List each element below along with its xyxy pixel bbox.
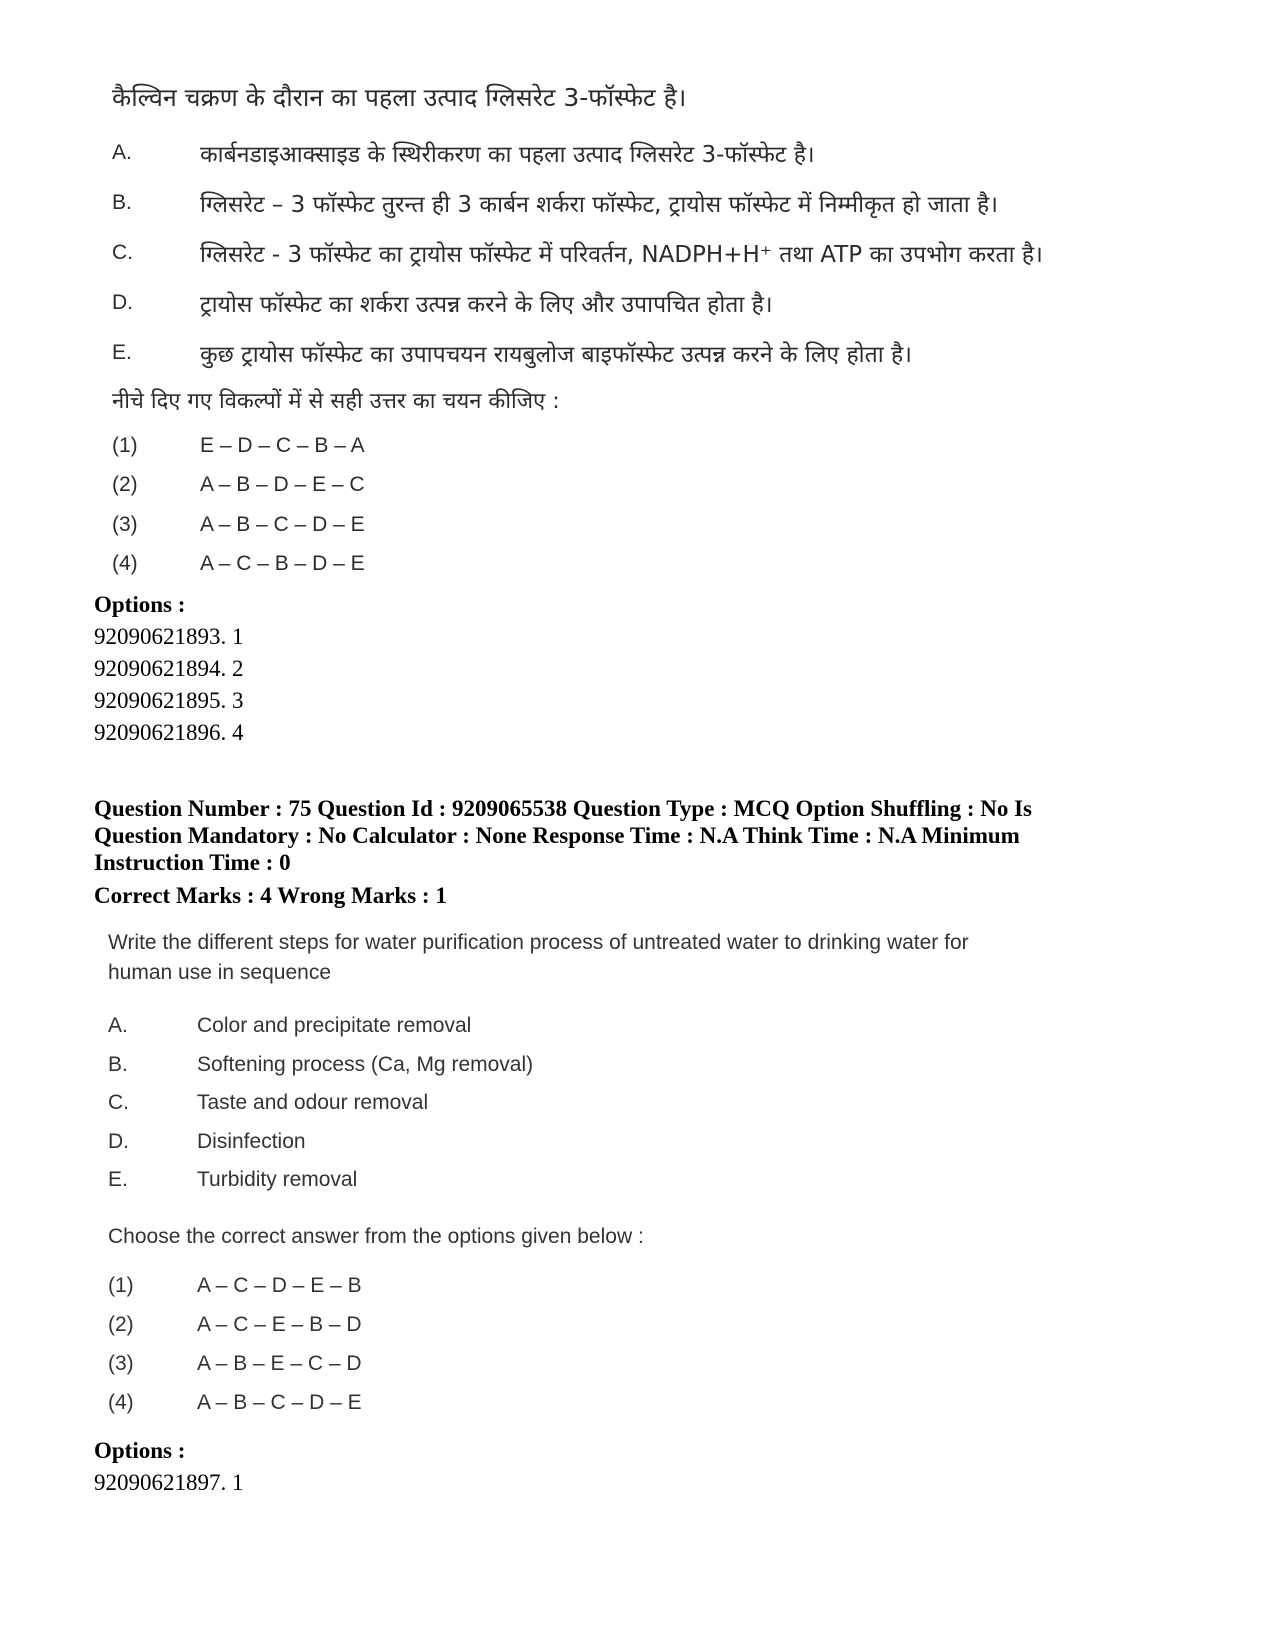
- question-text: [108, 928, 1068, 988]
- statement-text: Color and precipitate removal: [197, 1014, 472, 1038]
- option-item: 92090621896. 4: [94, 720, 244, 745]
- answer-choice-2: [108, 1306, 1068, 1345]
- answer-choice-number: (3): [112, 512, 138, 536]
- question-meta-line: Instruction Time : 0: [94, 850, 291, 875]
- statement-text: ट्रायोस फॉस्फेट का शर्करा उत्पन्न करने के लिए और उपापचित होता है।: [200, 292, 773, 318]
- option-item: 92090621895. 3: [94, 688, 244, 713]
- statement-label: D.: [108, 1129, 129, 1153]
- answer-choice-1: [112, 426, 1212, 466]
- option-item: 92090621894. 2: [94, 656, 244, 681]
- statement-label: E.: [108, 1168, 128, 1192]
- question-meta-line: Question Mandatory : No Calculator : None Response Time : N.A Think Time : N.A Minimum: [94, 823, 1020, 848]
- question-marks: Correct Marks : 4 Wrong Marks : 1: [94, 883, 447, 908]
- statement-text: ग्लिसरेट – 3 फॉस्फेट तुरन्त ही 3 कार्बन शर्करा फॉस्फेट, ट्रायोस फॉस्फेट में निम्मीकृत हो जाता है।: [200, 192, 998, 218]
- statement-text: Turbidity removal: [197, 1168, 358, 1192]
- prev-options-list: [94, 589, 994, 749]
- statement-a: [108, 1007, 1068, 1046]
- answer-choice-sequence: A – B – E – C – D: [197, 1352, 362, 1375]
- answer-choice-sequence: A – B – C – D – E: [200, 512, 365, 536]
- answer-choice-2: [112, 466, 1212, 506]
- options-heading: Options :: [94, 1438, 186, 1463]
- statement-text: ग्लिसरेट - 3 फॉस्फेट का ट्रायोस फॉस्फेट में परिवर्तन, NADPH+H⁺ तथा ATP का उपभोग करता है।: [200, 242, 1043, 268]
- answer-choice-4: [108, 1384, 1068, 1423]
- statement-label: A.: [108, 1014, 128, 1038]
- statement-b: [108, 1046, 1068, 1085]
- prev-question-intro: कैल्विन चक्रण के दौरान का पहला उत्पाद ग्लिसरेट 3-फॉस्फेट है।: [112, 83, 687, 112]
- answer-choice-number: (2): [112, 473, 138, 497]
- statement-text: कुछ ट्रायोस फॉस्फेट का उपापचयन रायबुलोज बाइफॉस्फेट उत्पन्न करने के लिए होता है।: [200, 342, 912, 368]
- answer-choice-sequence: A – C – D – E – B: [197, 1274, 362, 1297]
- statement-text: Taste and odour removal: [197, 1091, 429, 1115]
- question-meta: [94, 795, 1094, 876]
- answer-choice-1: [108, 1267, 1068, 1306]
- answer-choice-number: (2): [108, 1313, 134, 1336]
- prev-question-block: [112, 78, 1212, 584]
- statement-label: A.: [112, 141, 132, 164]
- question-text-line: human use in sequence: [108, 961, 331, 984]
- answer-choice-3: [108, 1345, 1068, 1384]
- question-meta-line: Question Number : 75 Question Id : 9209065538 Question Type : MCQ Option Shuffling : No Is: [94, 796, 1033, 821]
- statement-text: कार्बनडाइआक्साइड के स्थिरीकरण का पहला उत्पाद ग्लिसरेट 3-फॉस्फेट है।: [200, 142, 815, 168]
- answer-choice-sequence: A – C – E – B – D: [197, 1313, 362, 1336]
- choose-instruction: नीचे दिए गए विकल्पों में से सही उत्तर का चयन कीजिए :: [112, 389, 560, 414]
- answer-choice-sequence: A – B – D – E – C: [200, 473, 365, 497]
- statement-d: [108, 1123, 1068, 1162]
- statement-b: [112, 178, 1212, 228]
- statement-a: [112, 128, 1212, 178]
- answer-choice-3: [112, 505, 1212, 545]
- option-item: 92090621897. 1: [94, 1470, 244, 1495]
- options-heading: Options :: [94, 592, 186, 617]
- answer-choice-number: (1): [108, 1274, 134, 1297]
- answer-choice-sequence: A – B – C – D – E: [197, 1391, 362, 1414]
- answer-choice-4: [112, 545, 1212, 585]
- statement-label: B.: [112, 191, 132, 214]
- statement-c: [108, 1084, 1068, 1123]
- answer-choice-number: (4): [112, 552, 138, 576]
- choose-instruction: Choose the correct answer from the options given below :: [108, 1224, 644, 1248]
- statement-text: Disinfection: [197, 1129, 306, 1153]
- statement-text: Softening process (Ca, Mg removal): [197, 1052, 534, 1076]
- statement-label: B.: [108, 1052, 128, 1076]
- statement-e: [108, 1161, 1068, 1200]
- answer-choice-sequence: A – C – B – D – E: [200, 552, 365, 576]
- statement-label: C.: [108, 1091, 129, 1115]
- answer-choice-number: (1): [112, 433, 138, 457]
- option-item: 92090621893. 1: [94, 624, 244, 649]
- answer-choice-number: (3): [108, 1352, 134, 1375]
- statement-label: C.: [112, 241, 133, 264]
- answer-choice-number: (4): [108, 1391, 134, 1414]
- statement-d: [112, 278, 1212, 328]
- question-block: [108, 928, 1068, 1423]
- statement-label: E.: [112, 341, 132, 364]
- statement-c: [112, 228, 1212, 278]
- answer-choice-sequence: E – D – C – B – A: [200, 433, 365, 457]
- statement-e: [112, 328, 1212, 378]
- question-text-line: Write the different steps for water purification process of untreated water to drinking water for: [108, 931, 969, 954]
- options-list: [94, 1435, 994, 1499]
- statement-label: D.: [112, 291, 133, 314]
